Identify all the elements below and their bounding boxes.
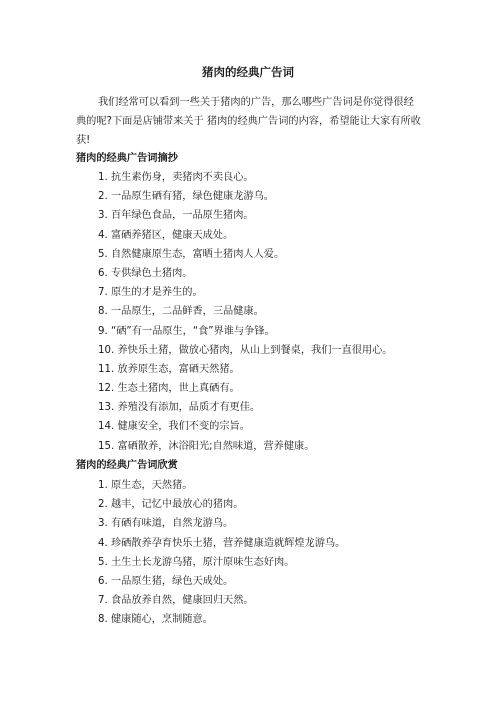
list-item: 1. 抗生素伤身，卖猪肉不卖良心。 bbox=[98, 172, 254, 183]
list-item: 13. 养殖没有添加，品质才有更佳。 bbox=[98, 402, 261, 414]
list-item: 1. 原生态，天然猪。 bbox=[98, 480, 193, 491]
intro-paragraph: 我们经常可以看到一些关于猪肉的广告，那么哪些广告词是你觉得很经典的呢?下面是店铺带来关于 猪肉的经典广告词的内容，希望能让大家有所收获! bbox=[76, 97, 421, 146]
page-title: 猪肉的经典广告词 bbox=[202, 65, 294, 79]
list-item: 11. 放养原生态，富硒天然猪。 bbox=[98, 363, 240, 375]
list-item: 8. 健康随心，烹制随意。 bbox=[98, 614, 213, 626]
excerpts-list bbox=[98, 168, 443, 456]
list-item: 14. 健康安全，我们不变的宗旨。 bbox=[98, 421, 250, 433]
list-item: 2. 越丰，记忆中最放心的猪肉。 bbox=[98, 499, 244, 511]
list-item: 4. 珍硒散养孕育快乐土猪，营养健康造就辉煌龙游乌。 bbox=[98, 537, 346, 549]
list-item: 7. 食品放养自然，健康回归天然。 bbox=[98, 595, 254, 607]
list-item: 5. 自然健康原生态，富晒土猪肉人人爱。 bbox=[98, 248, 285, 260]
list-item: 8. 一品原生，二品鲜香，三品健康。 bbox=[98, 306, 264, 318]
list-item: 6. 一品原生猪，绿色天成处。 bbox=[98, 575, 234, 587]
list-item: 10. 养快乐土猪，做放心猪肉，从山上到餐桌，我们一直很用心。 bbox=[98, 344, 393, 356]
list-item: 9. “硒”有一品原生，“食”界谁与争锋。 bbox=[98, 325, 275, 337]
list-item: 7. 原生的才是养生的。 bbox=[98, 287, 203, 299]
list-item: 5. 土生土长龙游乌猪，原汁原味生态好肉。 bbox=[98, 556, 295, 568]
list-item: 6. 专供绿色土猪肉。 bbox=[98, 267, 193, 279]
section-heading-excerpts: 猪肉的经典广告词摘抄 bbox=[76, 153, 178, 164]
list-item: 3. 有硒有味道，自然龙游乌。 bbox=[98, 518, 234, 530]
list-item: 15. 富硒散养，沐浴阳光;自然味道，营养健康。 bbox=[98, 440, 315, 452]
appreciation-list bbox=[98, 476, 443, 630]
list-item: 12. 生态土猪肉，世上真硒有。 bbox=[98, 383, 240, 395]
section-heading-appreciation: 猪肉的经典广告词欣赏 bbox=[76, 460, 178, 471]
list-item: 4. 富硒养猪区，健康天成处。 bbox=[98, 229, 234, 241]
list-item: 2. 一品原生硒有猪，绿色健康龙游乌。 bbox=[98, 191, 274, 203]
list-item: 3. 百年绿色食品，一品原生猪肉。 bbox=[98, 210, 254, 222]
